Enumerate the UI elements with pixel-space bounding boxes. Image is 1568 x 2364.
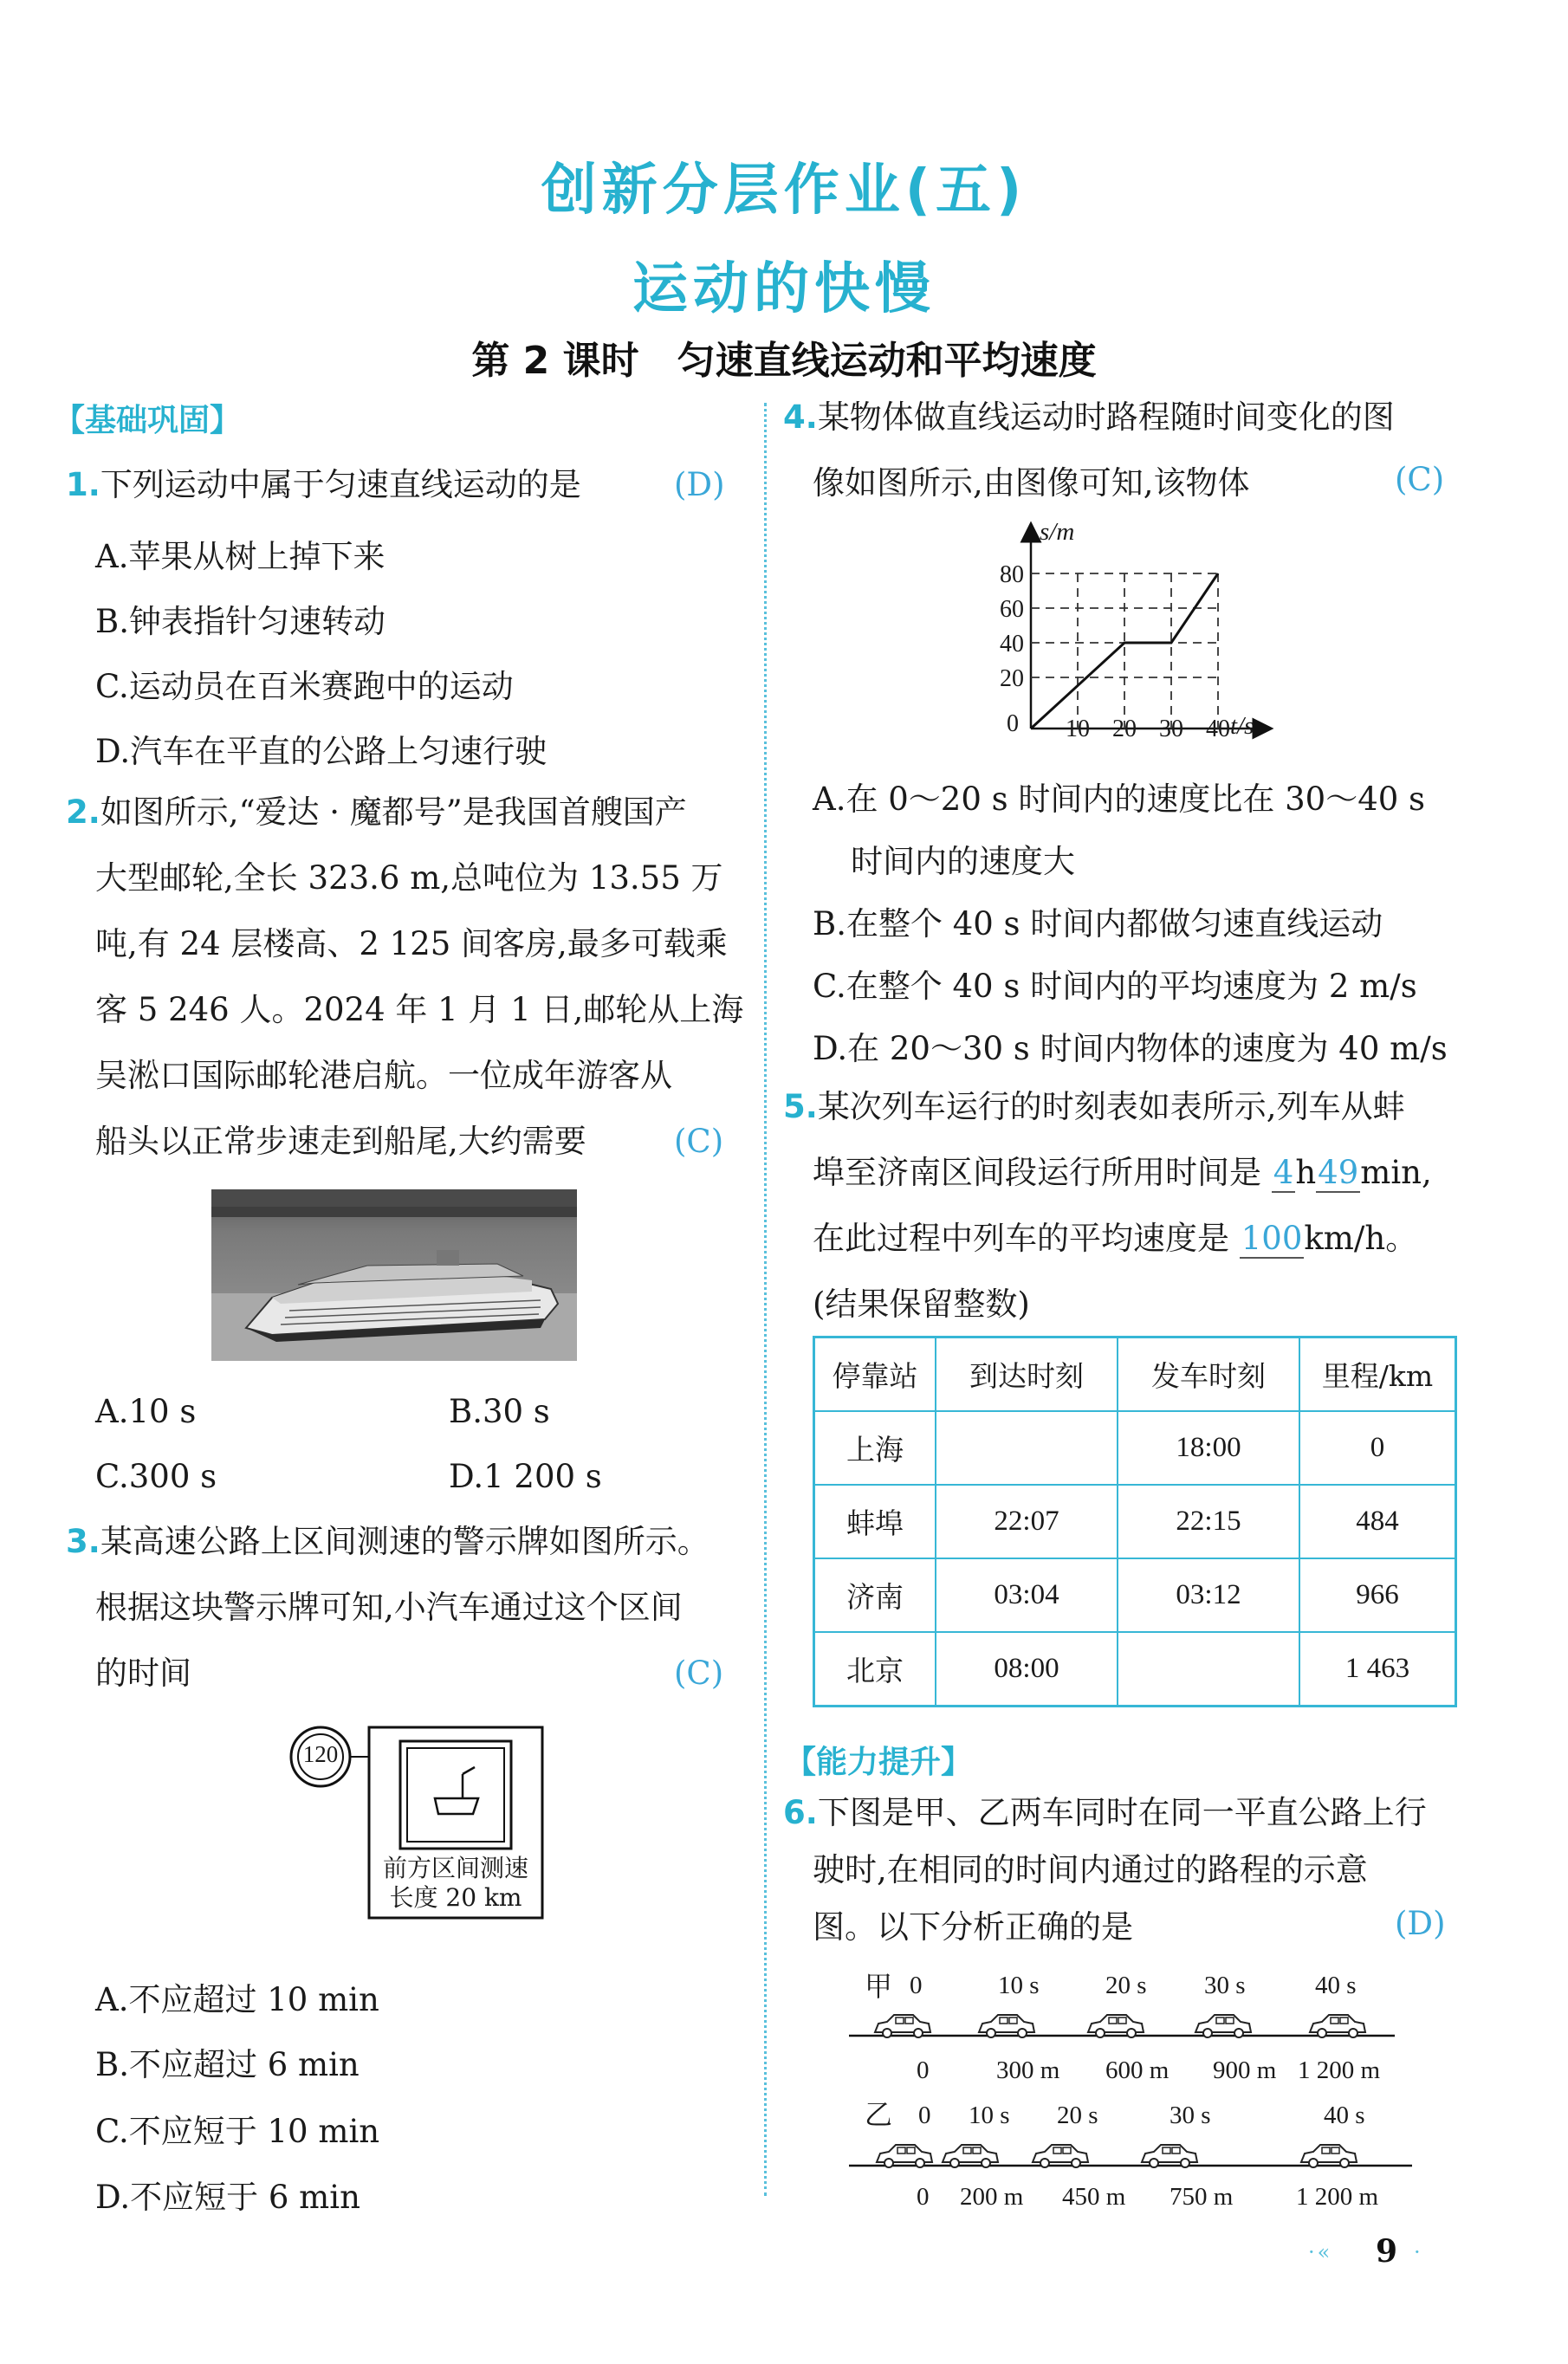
table-cell: 济南: [814, 1558, 936, 1632]
page-title: 创新分层作业(五): [541, 159, 1027, 223]
table-header-row: [814, 1337, 1456, 1412]
graph-ylabel: [1040, 518, 1074, 547]
option-c: C.300 s: [95, 1458, 217, 1495]
table-cell: 22:15: [1118, 1485, 1299, 1558]
option-d: D.汽车在平直的公路上匀速行驶: [95, 733, 548, 770]
question-line: 吴淞口国际邮轮港启航。一位成年游客从: [95, 1057, 672, 1094]
page-number-decoration: ·«: [1308, 2240, 1333, 2264]
answer-q3: (C): [674, 1655, 724, 1692]
yi-time: 20 s: [1057, 2102, 1098, 2129]
option-a: A.10 s: [95, 1393, 197, 1430]
table-cell: 08:00: [936, 1632, 1118, 1707]
option-b: B.钟表指针匀速转动: [95, 603, 386, 640]
option-c: C.在整个 40 s 时间内的平均速度为 2 m/s: [813, 968, 1417, 1005]
text: h: [1295, 1154, 1317, 1191]
answer-q1: (D): [674, 466, 725, 503]
option-a: A.苹果从树上掉下来: [95, 538, 386, 575]
jia-distance: 600 m: [1105, 2056, 1170, 2084]
question-number: 1.: [66, 466, 100, 503]
question-line: 的时间: [95, 1655, 191, 1692]
question-line: 根据这块警示牌可知,小汽车通过这个区间: [95, 1589, 683, 1626]
car-motion-diagram: [840, 1966, 1429, 2218]
x-tick-20: 20: [1112, 716, 1137, 742]
jia-distance: 900 m: [1213, 2056, 1277, 2084]
question-line: [783, 1140, 1476, 1206]
xlabel-text: t/s: [1230, 712, 1254, 740]
question-line: 图。以下分析正确的是: [813, 1908, 1133, 1946]
table-row: [814, 1411, 1456, 1485]
text: 埠至济南区间段运行所用时间是: [813, 1154, 1272, 1191]
question-line: 某高速公路上区间测速的警示牌如图所示。: [100, 1523, 709, 1560]
option-d: D.1 200 s: [449, 1458, 602, 1495]
sign-text: [369, 1854, 542, 1913]
table-cell: [1118, 1632, 1299, 1707]
y-tick-60: 60: [1000, 596, 1024, 623]
jia-distance: 300 m: [996, 2056, 1060, 2084]
table-cell: 966: [1299, 1558, 1456, 1632]
table-cell: 0: [1299, 1411, 1456, 1485]
question-stem: 下列运动中属于匀速直线运动的是: [100, 466, 581, 503]
option-d: D.不应短于 6 min: [95, 2179, 360, 2216]
ylabel-text: s/m: [1040, 518, 1075, 546]
yi-distance: 1 200 m: [1296, 2183, 1379, 2211]
question-line: 大型邮轮,全长 323.6 m,总吨位为 13.55 万: [95, 859, 723, 897]
cruise-ship-photo: [211, 1189, 577, 1361]
option-a-cont: 时间内的速度大: [851, 843, 1075, 880]
column-divider: [764, 403, 767, 2196]
yi-distance: 750 m: [1170, 2183, 1234, 2211]
option-b: B.30 s: [449, 1393, 550, 1430]
question-number: 4.: [783, 398, 818, 436]
table-cell: 北京: [814, 1632, 936, 1707]
blank-hours: 4: [1273, 1154, 1294, 1191]
table-cell: 03:12: [1118, 1558, 1299, 1632]
table-cell: 22:07: [936, 1485, 1118, 1558]
yi-time: 30 s: [1170, 2102, 1211, 2129]
x-tick-10: 10: [1066, 716, 1090, 742]
option-a: A.不应超过 10 min: [95, 1981, 379, 2018]
table-cell: 484: [1299, 1485, 1456, 1558]
question-line: 像如图所示,由图像可知,该物体: [813, 464, 1250, 502]
speed-limit-value: 120: [302, 1741, 339, 1767]
header-cell: 到达时刻: [936, 1337, 1118, 1412]
question-line: 客 5 246 人。2024 年 1 月 1 日,邮轮从上海: [95, 991, 744, 1028]
header-cell: 停靠站: [814, 1337, 936, 1412]
jia-distance: 0: [917, 2056, 930, 2084]
jia-time: 40 s: [1315, 1972, 1357, 1999]
option-c: C.不应短于 10 min: [95, 2113, 380, 2150]
question-line: (结果保留整数): [813, 1286, 1030, 1323]
chapter-title: 运动的快慢: [632, 257, 936, 321]
blank-minutes: 49: [1318, 1154, 1359, 1191]
page-number: 9: [1376, 2233, 1398, 2270]
text: 在此过程中列车的平均速度是: [813, 1220, 1240, 1257]
y-tick-20: 20: [1000, 665, 1024, 692]
table-cell: 03:04: [936, 1558, 1118, 1632]
yi-time: 0: [918, 2102, 931, 2129]
question-line: 下图是甲、乙两车同时在同一平直公路上行: [817, 1794, 1427, 1831]
question-3: [66, 1509, 759, 1707]
question-line: [783, 1206, 1476, 1272]
section-advanced: 【能力提升】: [785, 1745, 973, 1780]
x-tick-30: 30: [1159, 716, 1183, 742]
page-number-decoration: ·: [1414, 2240, 1421, 2264]
jia-time: 0: [910, 1972, 923, 1999]
jia-distance: 1 200 m: [1298, 2056, 1381, 2084]
question-2: [66, 780, 759, 1175]
y-tick-80: 80: [1000, 561, 1024, 588]
option-b: B.不应超过 6 min: [95, 2046, 360, 2083]
table-row: [814, 1558, 1456, 1632]
yi-distance: 450 m: [1062, 2183, 1126, 2211]
text: km/h。: [1304, 1220, 1418, 1257]
jia-time: 20 s: [1105, 1972, 1147, 1999]
question-line: 驶时,在相同的时间内通过的路程的示意: [813, 1851, 1368, 1888]
train-timetable: [813, 1336, 1457, 1707]
header-cell: 发车时刻: [1118, 1337, 1299, 1412]
question-number: 6.: [783, 1794, 818, 1831]
table-cell: 18:00: [1118, 1411, 1299, 1485]
text: min,: [1360, 1154, 1432, 1191]
jia-time: 30 s: [1204, 1972, 1246, 1999]
table-row: [814, 1485, 1456, 1558]
question-line: 如图所示,“爱达 · 魔都号”是我国首艘国产: [100, 793, 687, 831]
yi-distance: 0: [917, 2183, 930, 2211]
option-a: A.在 0～20 s 时间内的速度比在 30～40 s: [813, 780, 1426, 818]
question-line: 船头以正常步速走到船尾,大约需要: [95, 1123, 586, 1160]
question-number: 5.: [783, 1088, 818, 1125]
header-cell: 里程/km: [1299, 1337, 1456, 1412]
y-tick-40: 40: [1000, 631, 1024, 657]
x-tick-40: 40: [1206, 716, 1230, 742]
car-yi-label: 乙: [865, 2098, 893, 2131]
answer-q4: (C): [1395, 461, 1445, 498]
yi-distance: 200 m: [960, 2183, 1024, 2211]
question-number: 2.: [66, 793, 100, 831]
question-line: 某次列车运行的时刻表如表所示,列车从蚌: [817, 1088, 1405, 1125]
lesson-title: 第 2 课时 匀速直线运动和平均速度: [471, 339, 1097, 383]
graph-origin: 0: [1007, 710, 1019, 737]
option-c: C.运动员在百米赛跑中的运动: [95, 668, 514, 705]
answer-q6: (D): [1395, 1905, 1446, 1942]
section-basic: 【基础巩固】: [54, 403, 242, 438]
table-row: [814, 1632, 1456, 1707]
jia-time: 10 s: [998, 1972, 1040, 1999]
blank-speed: 100: [1241, 1220, 1303, 1257]
option-b: B.在整个 40 s 时间内都做匀速直线运动: [813, 905, 1383, 942]
yi-time: 40 s: [1324, 2102, 1365, 2129]
sign-line: 长度 20 km: [389, 1883, 522, 1912]
question-number: 3.: [66, 1523, 100, 1560]
table-cell: 上海: [814, 1411, 936, 1485]
question-6: [783, 1784, 1476, 1956]
question-line: 吨,有 24 层楼高、2 125 间客房,最多可载乘: [95, 925, 728, 962]
yi-time: 10 s: [969, 2102, 1010, 2129]
table-cell: [936, 1411, 1118, 1485]
option-d: D.在 20～30 s 时间内物体的速度为 40 m/s: [813, 1030, 1448, 1067]
question-line: 某物体做直线运动时路程随时间变化的图: [817, 398, 1395, 436]
table-cell: 1 463: [1299, 1632, 1456, 1707]
question-5: [783, 1074, 1476, 1337]
table-cell: 蚌埠: [814, 1485, 936, 1558]
question-1: [66, 452, 742, 518]
speed-warning-sign: [286, 1724, 546, 1932]
sign-line: 前方区间测速: [382, 1854, 528, 1882]
answer-q2: (C): [674, 1123, 724, 1160]
car-jia-label: 甲: [865, 1970, 893, 2003]
question-4: [783, 385, 1476, 516]
